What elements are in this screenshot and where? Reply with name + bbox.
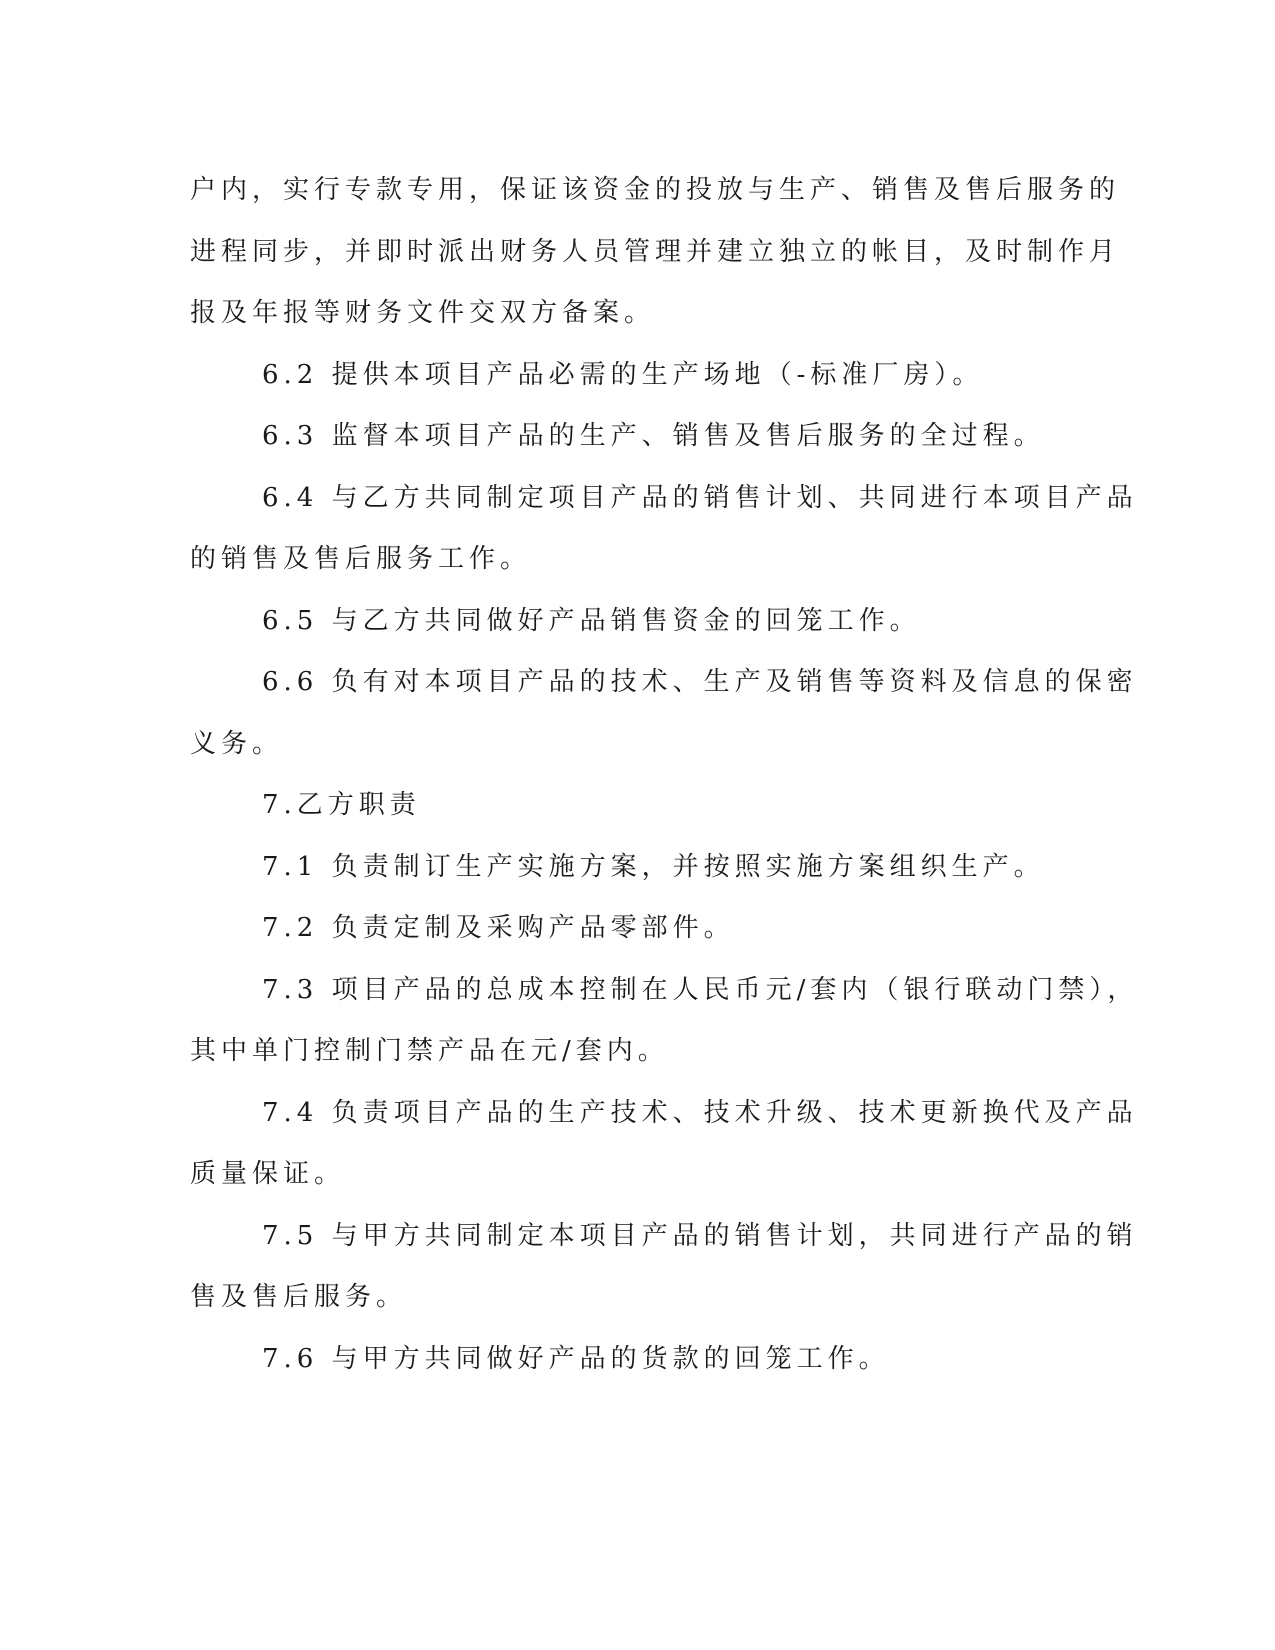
clause-7-5: 7.5 与甲方共同制定本项目产品的销售计划，共同进行产品的销 — [262, 1220, 1138, 1251]
clause-6-4: 6.4 与乙方共同制定项目产品的销售计划、共同进行本项目产品 — [262, 482, 1138, 513]
clause-7-1: 7.1 负责制订生产实施方案，并按照实施方案组织生产。 — [262, 851, 1045, 882]
clause-6-2: 6.2 提供本项目产品必需的生产场地（-标准厂房）。 — [262, 359, 984, 390]
text-line: 报及年报等财务文件交双方备案。 — [190, 298, 656, 328]
document-body — [190, 160, 1139, 1390]
clause-6-3: 6.3 监督本项目产品的生产、销售及售后服务的全过程。 — [262, 421, 1045, 451]
clause-7-4: 7.4 负责项目产品的生产技术、技术升级、技术更新换代及产品 — [262, 1097, 1138, 1128]
clause-7-6: 7.6 与甲方共同做好产品的货款的回笼工作。 — [262, 1343, 890, 1374]
clause-7-3: 7.3 项目产品的总成本控制在人民币元/套内（银行联动门禁）， — [262, 974, 1139, 1005]
clause-6-5: 6.5 与乙方共同做好产品销售资金的回笼工作。 — [262, 605, 921, 636]
text-line: 进程同步，并即时派出财务人员管理并建立独立的帐目，及时制作月 — [190, 236, 1121, 267]
text-line: 义务。 — [190, 728, 284, 759]
text-line: 的销售及售后服务工作。 — [190, 544, 532, 574]
clause-7-2: 7.2 负责定制及采购产品零部件。 — [262, 913, 735, 943]
section-heading-7: 7.乙方职责 — [262, 790, 421, 820]
text-line: 质量保证。 — [190, 1159, 346, 1189]
text-line: 户内，实行专款专用，保证该资金的投放与生产、销售及售后服务的 — [190, 175, 1121, 205]
text-line: 售及售后服务。 — [190, 1282, 408, 1312]
clause-6-6: 6.6 负有对本项目产品的技术、生产及销售等资料及信息的保密 — [262, 667, 1138, 697]
text-line: 其中单门控制门禁产品在元/套内。 — [190, 1036, 669, 1066]
